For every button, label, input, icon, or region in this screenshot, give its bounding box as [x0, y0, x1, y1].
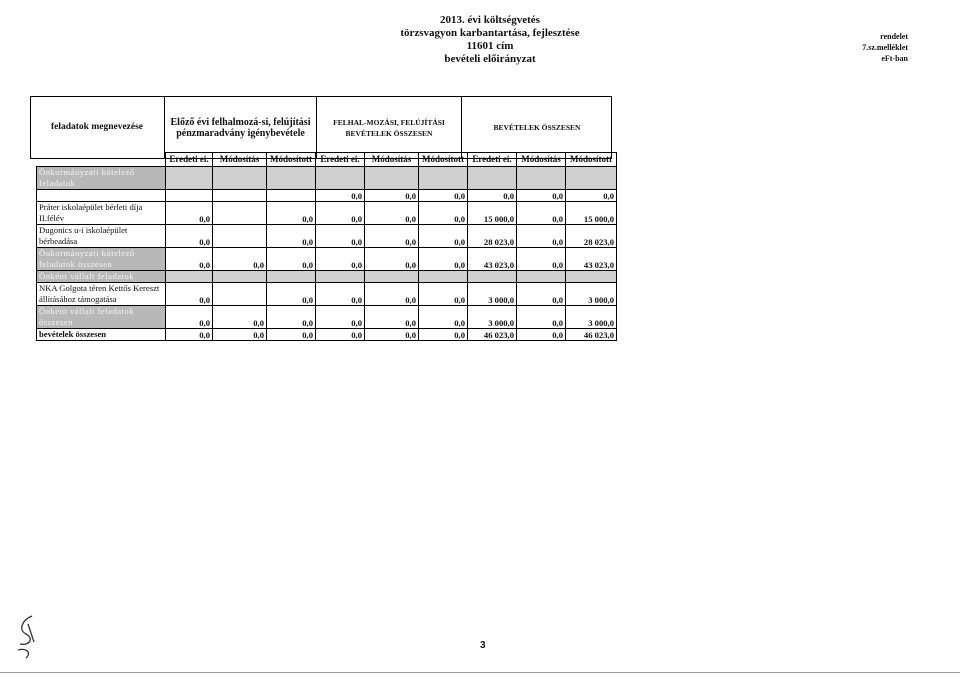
value-cell — [365, 271, 419, 283]
row-label — [37, 190, 166, 202]
header-revenue-total: BEVÉTELEK ÖSSZESEN — [493, 123, 581, 132]
subheader-cell: Módosított — [419, 153, 468, 167]
value-cell: 3 000,0 — [468, 283, 517, 306]
page-number: 3 — [480, 640, 486, 651]
table-row — [37, 329, 617, 341]
row-label: Önkormányzati kötelező feladatok összesen — [37, 248, 166, 271]
value-cell: 0,0 — [316, 283, 365, 306]
value-cell: 0,0 — [517, 190, 566, 202]
value-cell: 0,0 — [267, 329, 316, 341]
row-label: Práter iskolaépület bérleti díja II.félév — [37, 202, 166, 225]
document-title — [380, 14, 600, 66]
value-cell: 0,0 — [365, 306, 419, 329]
value-cell: 0,0 — [517, 306, 566, 329]
value-cell — [213, 225, 267, 248]
value-cell — [468, 167, 517, 190]
value-cell — [267, 271, 316, 283]
value-cell: 0,0 — [166, 306, 213, 329]
value-cell: 0,0 — [316, 190, 365, 202]
ref-line-1: rendelet — [880, 32, 908, 41]
value-cell — [213, 202, 267, 225]
value-cell: 0,0 — [419, 202, 468, 225]
value-cell: 43 023,0 — [566, 248, 617, 271]
value-cell: 0,0 — [419, 225, 468, 248]
value-cell — [267, 190, 316, 202]
row-label: Önkormányzati kötelező feladatok — [37, 167, 166, 190]
value-cell — [166, 190, 213, 202]
table-row — [37, 271, 617, 283]
value-cell: 3 000,0 — [468, 306, 517, 329]
column-subheader-row — [37, 153, 617, 167]
table-row — [37, 306, 617, 329]
value-cell — [166, 271, 213, 283]
value-cell: 0,0 — [267, 283, 316, 306]
value-cell: 0,0 — [267, 248, 316, 271]
value-cell: 0,0 — [365, 283, 419, 306]
value-cell — [468, 271, 517, 283]
subheader-cell: Módosítás — [213, 153, 267, 167]
table-row — [37, 283, 617, 306]
table-row — [37, 225, 617, 248]
value-cell — [419, 271, 468, 283]
value-cell: 0,0 — [166, 248, 213, 271]
row-label: bevételek összesen — [37, 329, 166, 341]
header-task: feladatok megnevezése — [30, 96, 165, 159]
value-cell — [517, 271, 566, 283]
value-cell — [316, 167, 365, 190]
subheader-cell: Módosított — [566, 153, 617, 167]
value-cell: 0,0 — [517, 248, 566, 271]
value-cell: 15 000,0 — [566, 202, 617, 225]
value-cell — [365, 167, 419, 190]
subheader-cell: Eredeti ei. — [468, 153, 517, 167]
value-cell: 0,0 — [213, 248, 267, 271]
value-cell: 0,0 — [267, 202, 316, 225]
row-label: NKA Golgota téren Kettős Kereszt állításához támogatása — [37, 283, 166, 306]
value-cell: 0,0 — [419, 190, 468, 202]
ref-line-2: 7.sz.melléklet — [862, 43, 908, 52]
value-cell: 0,0 — [517, 225, 566, 248]
value-cell: 0,0 — [316, 329, 365, 341]
value-cell: 0,0 — [166, 329, 213, 341]
subheader-cell: Módosított — [267, 153, 316, 167]
value-cell: 0,0 — [419, 329, 468, 341]
value-cell: 0,0 — [517, 283, 566, 306]
bottom-edge-line — [0, 672, 960, 673]
value-cell: 0,0 — [316, 248, 365, 271]
value-cell: 28 023,0 — [566, 225, 617, 248]
table-row — [37, 190, 617, 202]
value-cell: 0,0 — [419, 306, 468, 329]
value-cell: 0,0 — [316, 225, 365, 248]
value-cell — [267, 167, 316, 190]
value-cell: 0,0 — [365, 190, 419, 202]
value-cell: 0,0 — [166, 202, 213, 225]
value-cell: 0,0 — [365, 202, 419, 225]
row-label: Önként vállalt feladatok összesen — [37, 306, 166, 329]
title-line-4: bevételi előirányzat — [444, 53, 536, 65]
value-cell: 3 000,0 — [566, 283, 617, 306]
value-cell: 43 023,0 — [468, 248, 517, 271]
value-cell: 0,0 — [267, 225, 316, 248]
value-cell — [213, 190, 267, 202]
value-cell: 0,0 — [365, 248, 419, 271]
value-cell: 3 000,0 — [566, 306, 617, 329]
value-cell — [316, 271, 365, 283]
value-cell: 0,0 — [517, 329, 566, 341]
handwritten-signature-icon — [12, 612, 40, 664]
value-cell: 15 000,0 — [468, 202, 517, 225]
value-cell: 0,0 — [316, 202, 365, 225]
title-line-2: törzsvagyon karbantartása, fejlesztése — [400, 27, 580, 39]
value-cell: 0,0 — [365, 225, 419, 248]
value-cell — [517, 167, 566, 190]
table-row — [37, 167, 617, 190]
subheader-cell: Módosítás — [365, 153, 419, 167]
subheader-cell: Eredeti ei. — [316, 153, 365, 167]
value-cell — [213, 167, 267, 190]
value-cell: 46 023,0 — [566, 329, 617, 341]
subheader-cell: Eredeti ei. — [166, 153, 213, 167]
value-cell: 0,0 — [566, 190, 617, 202]
value-cell — [566, 271, 617, 283]
value-cell: 0,0 — [419, 283, 468, 306]
row-label: Önként vállalt feladatok — [37, 271, 166, 283]
value-cell: 0,0 — [213, 306, 267, 329]
subheader-cell: Módosítás — [517, 153, 566, 167]
value-cell: 0,0 — [267, 306, 316, 329]
value-cell: 0,0 — [419, 248, 468, 271]
value-cell: 0,0 — [166, 283, 213, 306]
value-cell: 46 023,0 — [468, 329, 517, 341]
value-cell: 28 023,0 — [468, 225, 517, 248]
value-cell — [566, 167, 617, 190]
value-cell: 0,0 — [213, 329, 267, 341]
title-line-3: 11601 cím — [466, 40, 514, 52]
value-cell: 0,0 — [468, 190, 517, 202]
table-row — [37, 202, 617, 225]
value-cell — [213, 271, 267, 283]
header-capex-total: FELHAL-MOZÁSI, FELÚJÍTÁSI BEVÉTELEK ÖSSZESEN — [317, 96, 462, 159]
header-prev-remainder: Előző évi felhalmozá-si, felújítási pénzmaradvány igénybevétele — [165, 96, 317, 159]
value-cell: 0,0 — [517, 202, 566, 225]
regulation-reference — [862, 31, 908, 64]
value-cell — [166, 167, 213, 190]
title-line-1: 2013. évi költségvetés — [440, 14, 540, 26]
value-cell: 0,0 — [166, 225, 213, 248]
budget-table — [36, 152, 617, 341]
value-cell — [213, 283, 267, 306]
value-cell: 0,0 — [365, 329, 419, 341]
table-row — [37, 248, 617, 271]
ref-line-3: eFt-ban — [881, 54, 908, 63]
value-cell — [419, 167, 468, 190]
value-cell: 0,0 — [316, 306, 365, 329]
row-label: Dugonics u-i iskolaépület bérbeadása — [37, 225, 166, 248]
